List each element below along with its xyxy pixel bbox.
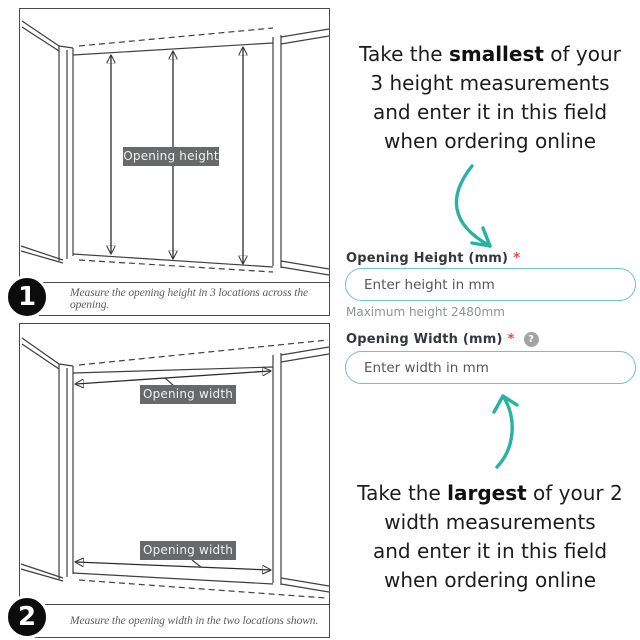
opening-width-label-top: Opening width bbox=[140, 385, 236, 404]
opening-height-label: Opening height bbox=[123, 147, 219, 166]
opening-height-label-text: Opening Height (mm) bbox=[346, 251, 509, 266]
height-instruction-line1: Take the smallest of your bbox=[359, 42, 621, 66]
height-instruction-line3: and enter it in this field bbox=[372, 100, 608, 124]
width-instruction-line4: when ordering online bbox=[384, 568, 596, 592]
width-diagram-drawing bbox=[20, 324, 329, 605]
height-measurement-diagram bbox=[19, 8, 330, 316]
diagram2-caption: Measure the opening width in the two locations shown. bbox=[20, 604, 329, 637]
opening-width-input[interactable] bbox=[345, 351, 636, 384]
required-asterisk: * bbox=[513, 251, 521, 266]
width-instruction-text bbox=[343, 479, 637, 595]
height-instruction-line4: when ordering online bbox=[384, 129, 596, 153]
diagram1-caption: Measure the opening height in 3 locations across the opening. bbox=[20, 282, 329, 315]
step-2-badge: 2 bbox=[5, 595, 49, 639]
step-1-badge: 1 bbox=[5, 275, 49, 319]
width-measurement-diagram bbox=[19, 323, 330, 638]
height-instruction-text bbox=[343, 40, 637, 156]
opening-width-label-text: Opening Width (mm) bbox=[346, 332, 503, 347]
width-instruction-line2: width measurements bbox=[384, 510, 596, 534]
help-icon[interactable]: ? bbox=[524, 332, 539, 347]
max-height-helper-text: Maximum height 2480mm bbox=[346, 305, 505, 319]
width-instruction-line1: Take the largest of your 2 bbox=[357, 481, 623, 505]
arrow-down-right-icon bbox=[420, 160, 520, 260]
opening-height-input[interactable] bbox=[345, 268, 636, 301]
required-asterisk: * bbox=[507, 332, 515, 347]
width-instruction-line3: and enter it in this field bbox=[372, 539, 608, 563]
opening-width-field-label bbox=[346, 332, 539, 347]
arrow-up-icon bbox=[475, 388, 545, 473]
height-diagram-drawing bbox=[20, 9, 329, 282]
height-instruction-line2: 3 height measurements bbox=[370, 71, 610, 95]
opening-width-label-bottom: Opening width bbox=[140, 541, 236, 560]
